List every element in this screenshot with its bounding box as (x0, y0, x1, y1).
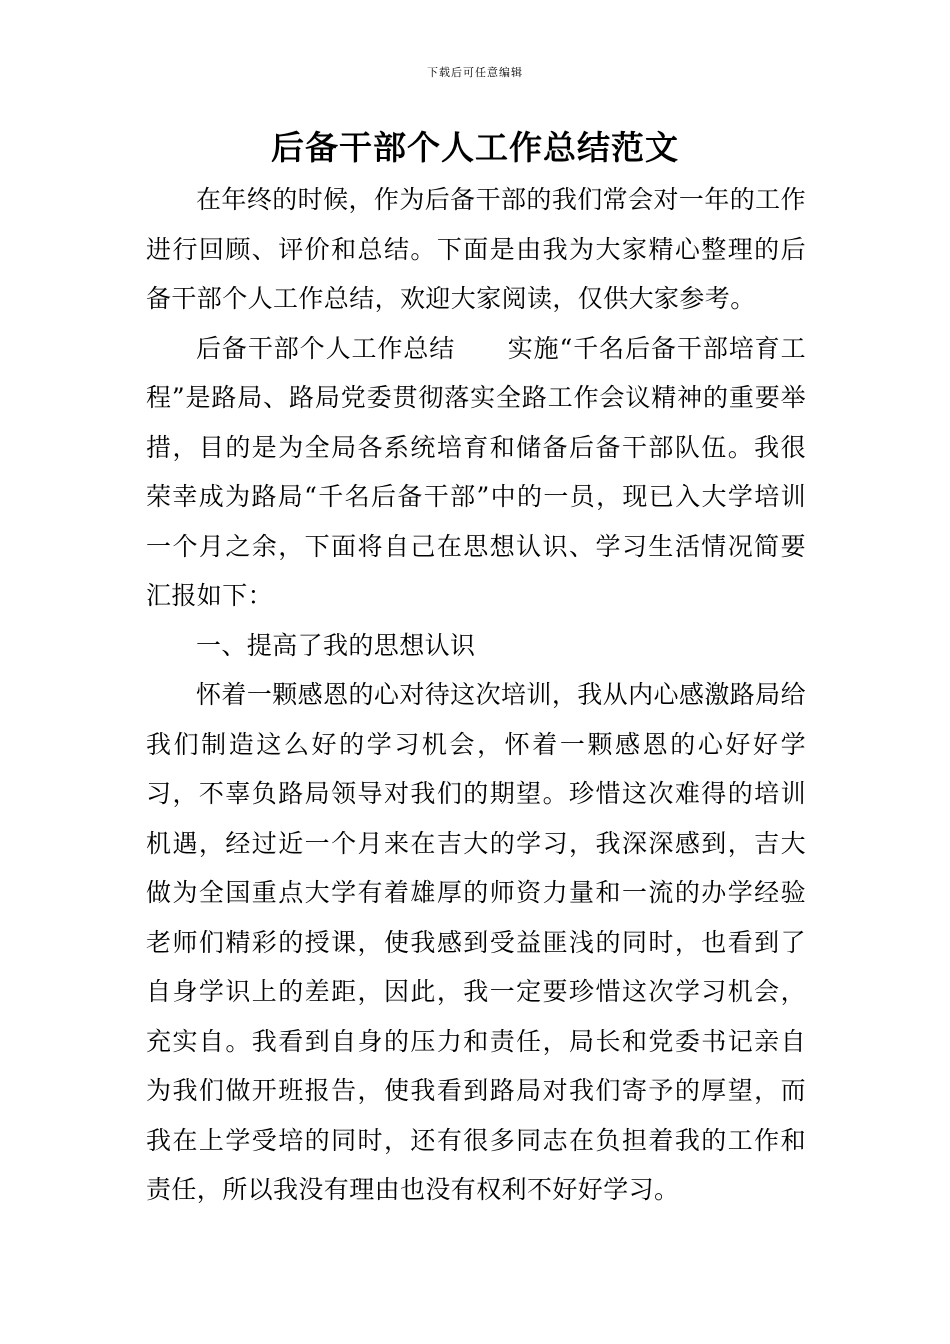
section-heading-1: 一、提高了我的思想认识 (196, 630, 476, 660)
paragraph-section-1: 怀着一颗感恩的心对待这次培训，我从内心感激路局给我们制造这么好的学习机会，怀着一颗感恩的心好好学习，不辜负路局领导对我们的期望。珍惜这次难得的培训机遇，经过近一个月来在吉大的学习，我深深感到，吉大做为全国重点大学有着雄厚的师资力量和一流的办学经验老师们精彩的授课，使我感到受益匪浅的同时，也看到了自身学识上的差距，因此，我一定要珍惜这次学习机会，充实自。我看到自身的压力和责任，局长和党委书记亲自为我们做开班报告，使我看到路局对我们寄予的厚望，而我在上学受培的同时，还有很多同志在负担着我的工作和责任，所以我没有理由也没有权利不好好学习。 (146, 680, 806, 1204)
summary-text: 实施“千名后备干部培育工程”是路局、路局党委贯彻落实全路工作会议精神的重要举措，目的是为全局各系统培育和储备后备干部队伍。我很荣幸成为路局“千名后备干部”中的一员，现已入大学培训一个月之余，下面将自己在思想认识、学习生活情况简要汇报如下： (146, 333, 806, 610)
paragraph-summary (146, 324, 806, 621)
paragraph-intro: 在年终的时候，作为后备干部的我们常会对一年的工作进行回顾、评价和总结。下面是由我为大家精心整理的后备干部个人工作总结，欢迎大家阅读，仅供大家参考。 (146, 185, 806, 313)
document-body (146, 175, 806, 1215)
header-note: 下载后可任意编辑 (427, 66, 523, 79)
summary-label: 后备干部个人工作总结 (196, 333, 456, 363)
document-title: 后备干部个人工作总结范文 (271, 128, 679, 167)
